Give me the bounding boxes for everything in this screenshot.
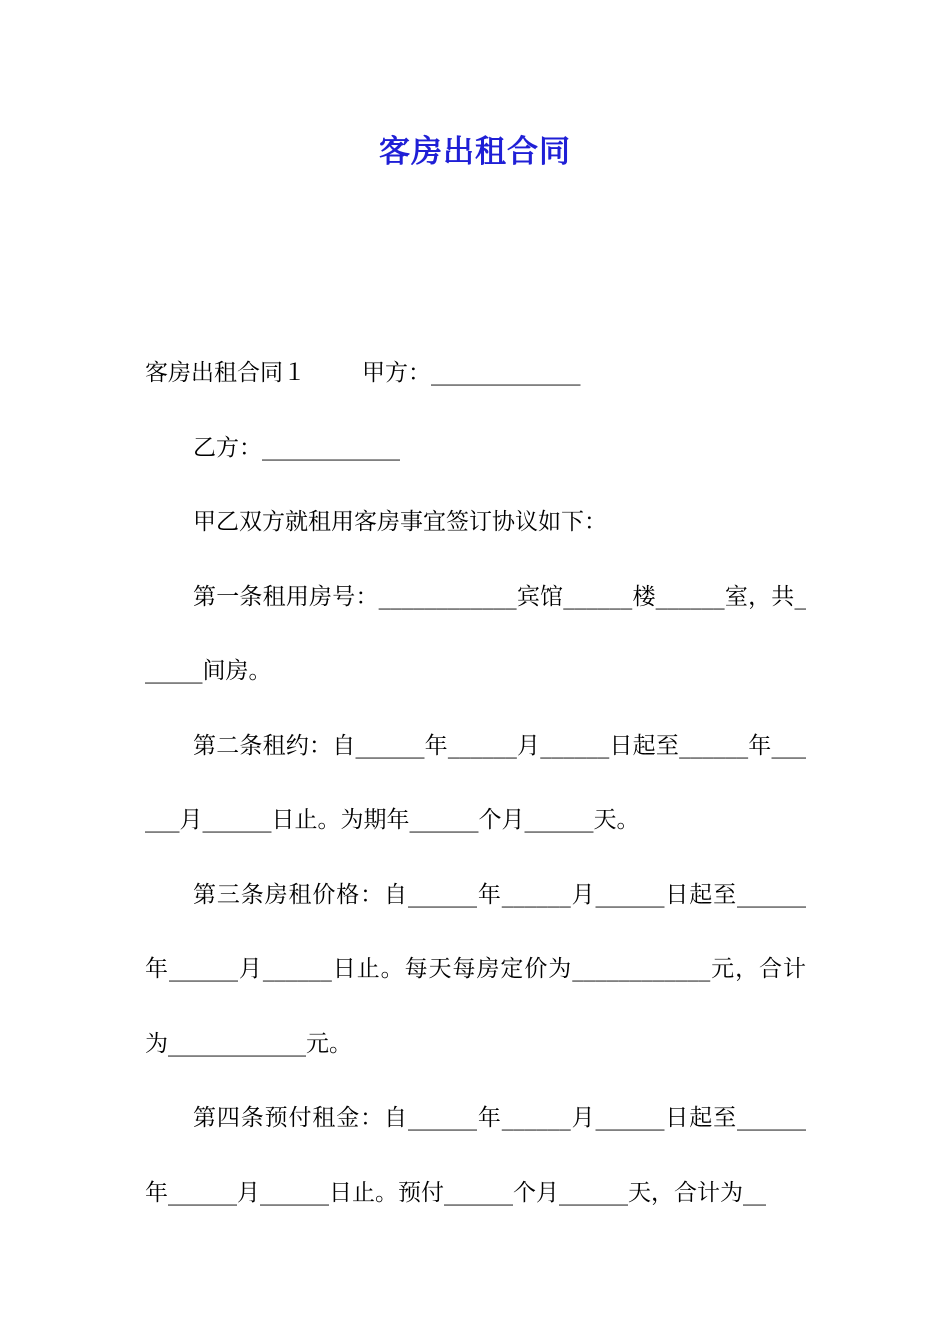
clause-1-room-number: 第一条租用房号：____________宾馆______楼______室，共______间房。	[145, 583, 806, 684]
contract-heading: 客房出租合同１	[145, 360, 306, 386]
party-a-line	[145, 336, 806, 411]
clause-3-room-rate: 第三条房租价格：自______年______月______日起至______年______月______日止。每天每房定价为____________元，合计为____________元。	[145, 881, 806, 1057]
document-title: 客房出租合同	[379, 134, 571, 170]
document-body	[145, 336, 806, 1230]
party-b-line: 乙方：____________	[193, 434, 400, 461]
clause-4-prepaid-rent: 第四条预付租金：自______年______月______日起至______年______月______日止。预付______个月______天，合计为__	[145, 1105, 806, 1206]
party-a-field: 甲方：_____________	[362, 360, 581, 386]
clause-2-lease-term: 第二条租约：自______年______月______日起至______年______月______日止。为期年______个月______天。	[145, 732, 806, 833]
agreement-intro: 甲乙双方就租用客房事宜签订协议如下：	[193, 509, 607, 535]
